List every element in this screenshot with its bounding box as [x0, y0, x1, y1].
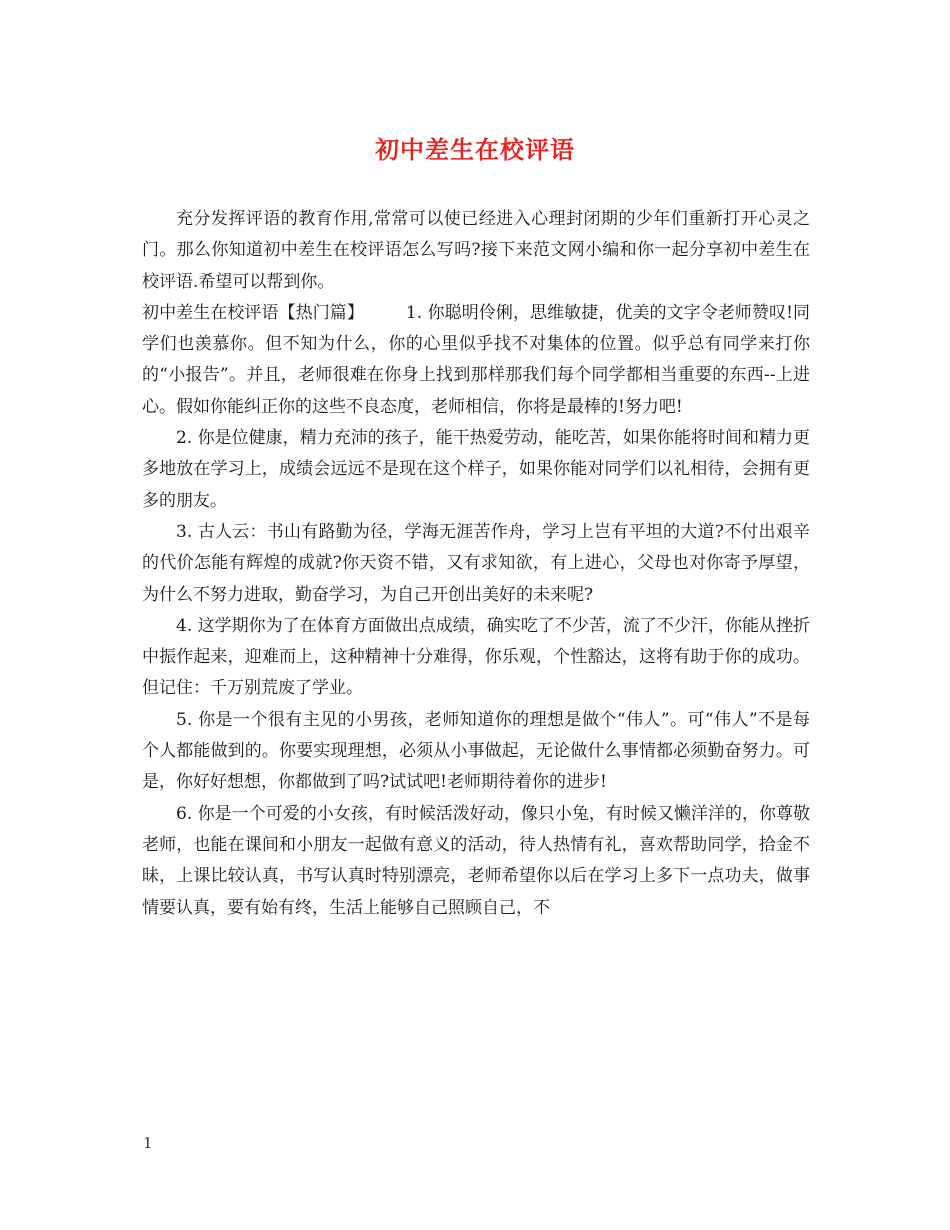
item-paragraph-6: 6. 你是一个可爱的小女孩，有时候活泼好动，像只小兔，有时候又懒洋洋的，你尊敬老师，也能在课间和小朋友一起做有意义的活动，待人热情有礼，喜欢帮助同学，拾金不昧，上课比较认真，书写认真时特别漂亮，老师希望你以后在学习上多下一点功夫，做事情要认真，要有始有终，生活上能够自己照顾自己，不: [142, 803, 810, 918]
item-paragraph-1: [142, 298, 810, 423]
document-title: 初中差生在校评语: [375, 136, 575, 164]
item-paragraph-5: 5. 你是一个很有主见的小男孩，老师知道你的理想是做个“伟人”。可“伟人”不是每个人都能做到的。你要实现理想，必须从小事做起，无论做什么事情都必须勤奋努力。可是，你好好想想，你都做到了吗?试试吧!老师期待着你的进步!: [142, 709, 810, 793]
section-label: 初中差生在校评语【热门篇】: [142, 302, 364, 323]
item-paragraph-2: 2. 你是位健康，精力充沛的孩子，能干热爱劳动，能吃苦，如果你能将时间和精力更多地放在学习上，成绩会远远不是现在这个样子，如果你能对同学们以礼相待，会拥有更多的朋友。: [142, 428, 810, 511]
document-body: [142, 204, 810, 924]
page-number: 1: [143, 1134, 153, 1152]
item-paragraph-3: 3. 古人云：书山有路勤为径，学海无涯苦作舟，学习上岂有平坦的大道?不付出艰辛的代价怎能有辉煌的成就?你天资不错，又有求知欲，有上进心，父母也对你寄予厚望，为什么不努力进取，勤奋学习，为自己开创出美好的未来呢?: [142, 521, 810, 605]
intro-paragraph: 充分发挥评语的教育作用,常常可以使已经进入心理封闭期的少年们重新打开心灵之门。那么你知道初中差生在校评语怎么写吗?接下来范文网小编和你一起分享初中差生在校评语.希望可以帮到你。: [142, 209, 810, 292]
item-text: 1. 你聪明伶俐，思维敏捷，优美的文字令老师赞叹!同学们也羡慕你。但不知为什么，你的心里似乎找不对集体的位置。似乎总有同学来打你的“小报告”。并且，老师很难在你身上找到那样那我们每个同学都相当重要的东西--上进心。假如你能纠正你的这些不良态度，老师相信，你将是最棒的!努力吧!: [142, 302, 810, 417]
item-paragraph-4: 4. 这学期你为了在体育方面做出点成绩，确实吃了不少苦，流了不少汗，你能从挫折中振作起来，迎难而上，这种精神十分难得，你乐观，个性豁达，这将有助于你的成功。但记住：千万别荒废了学业。: [142, 615, 810, 699]
